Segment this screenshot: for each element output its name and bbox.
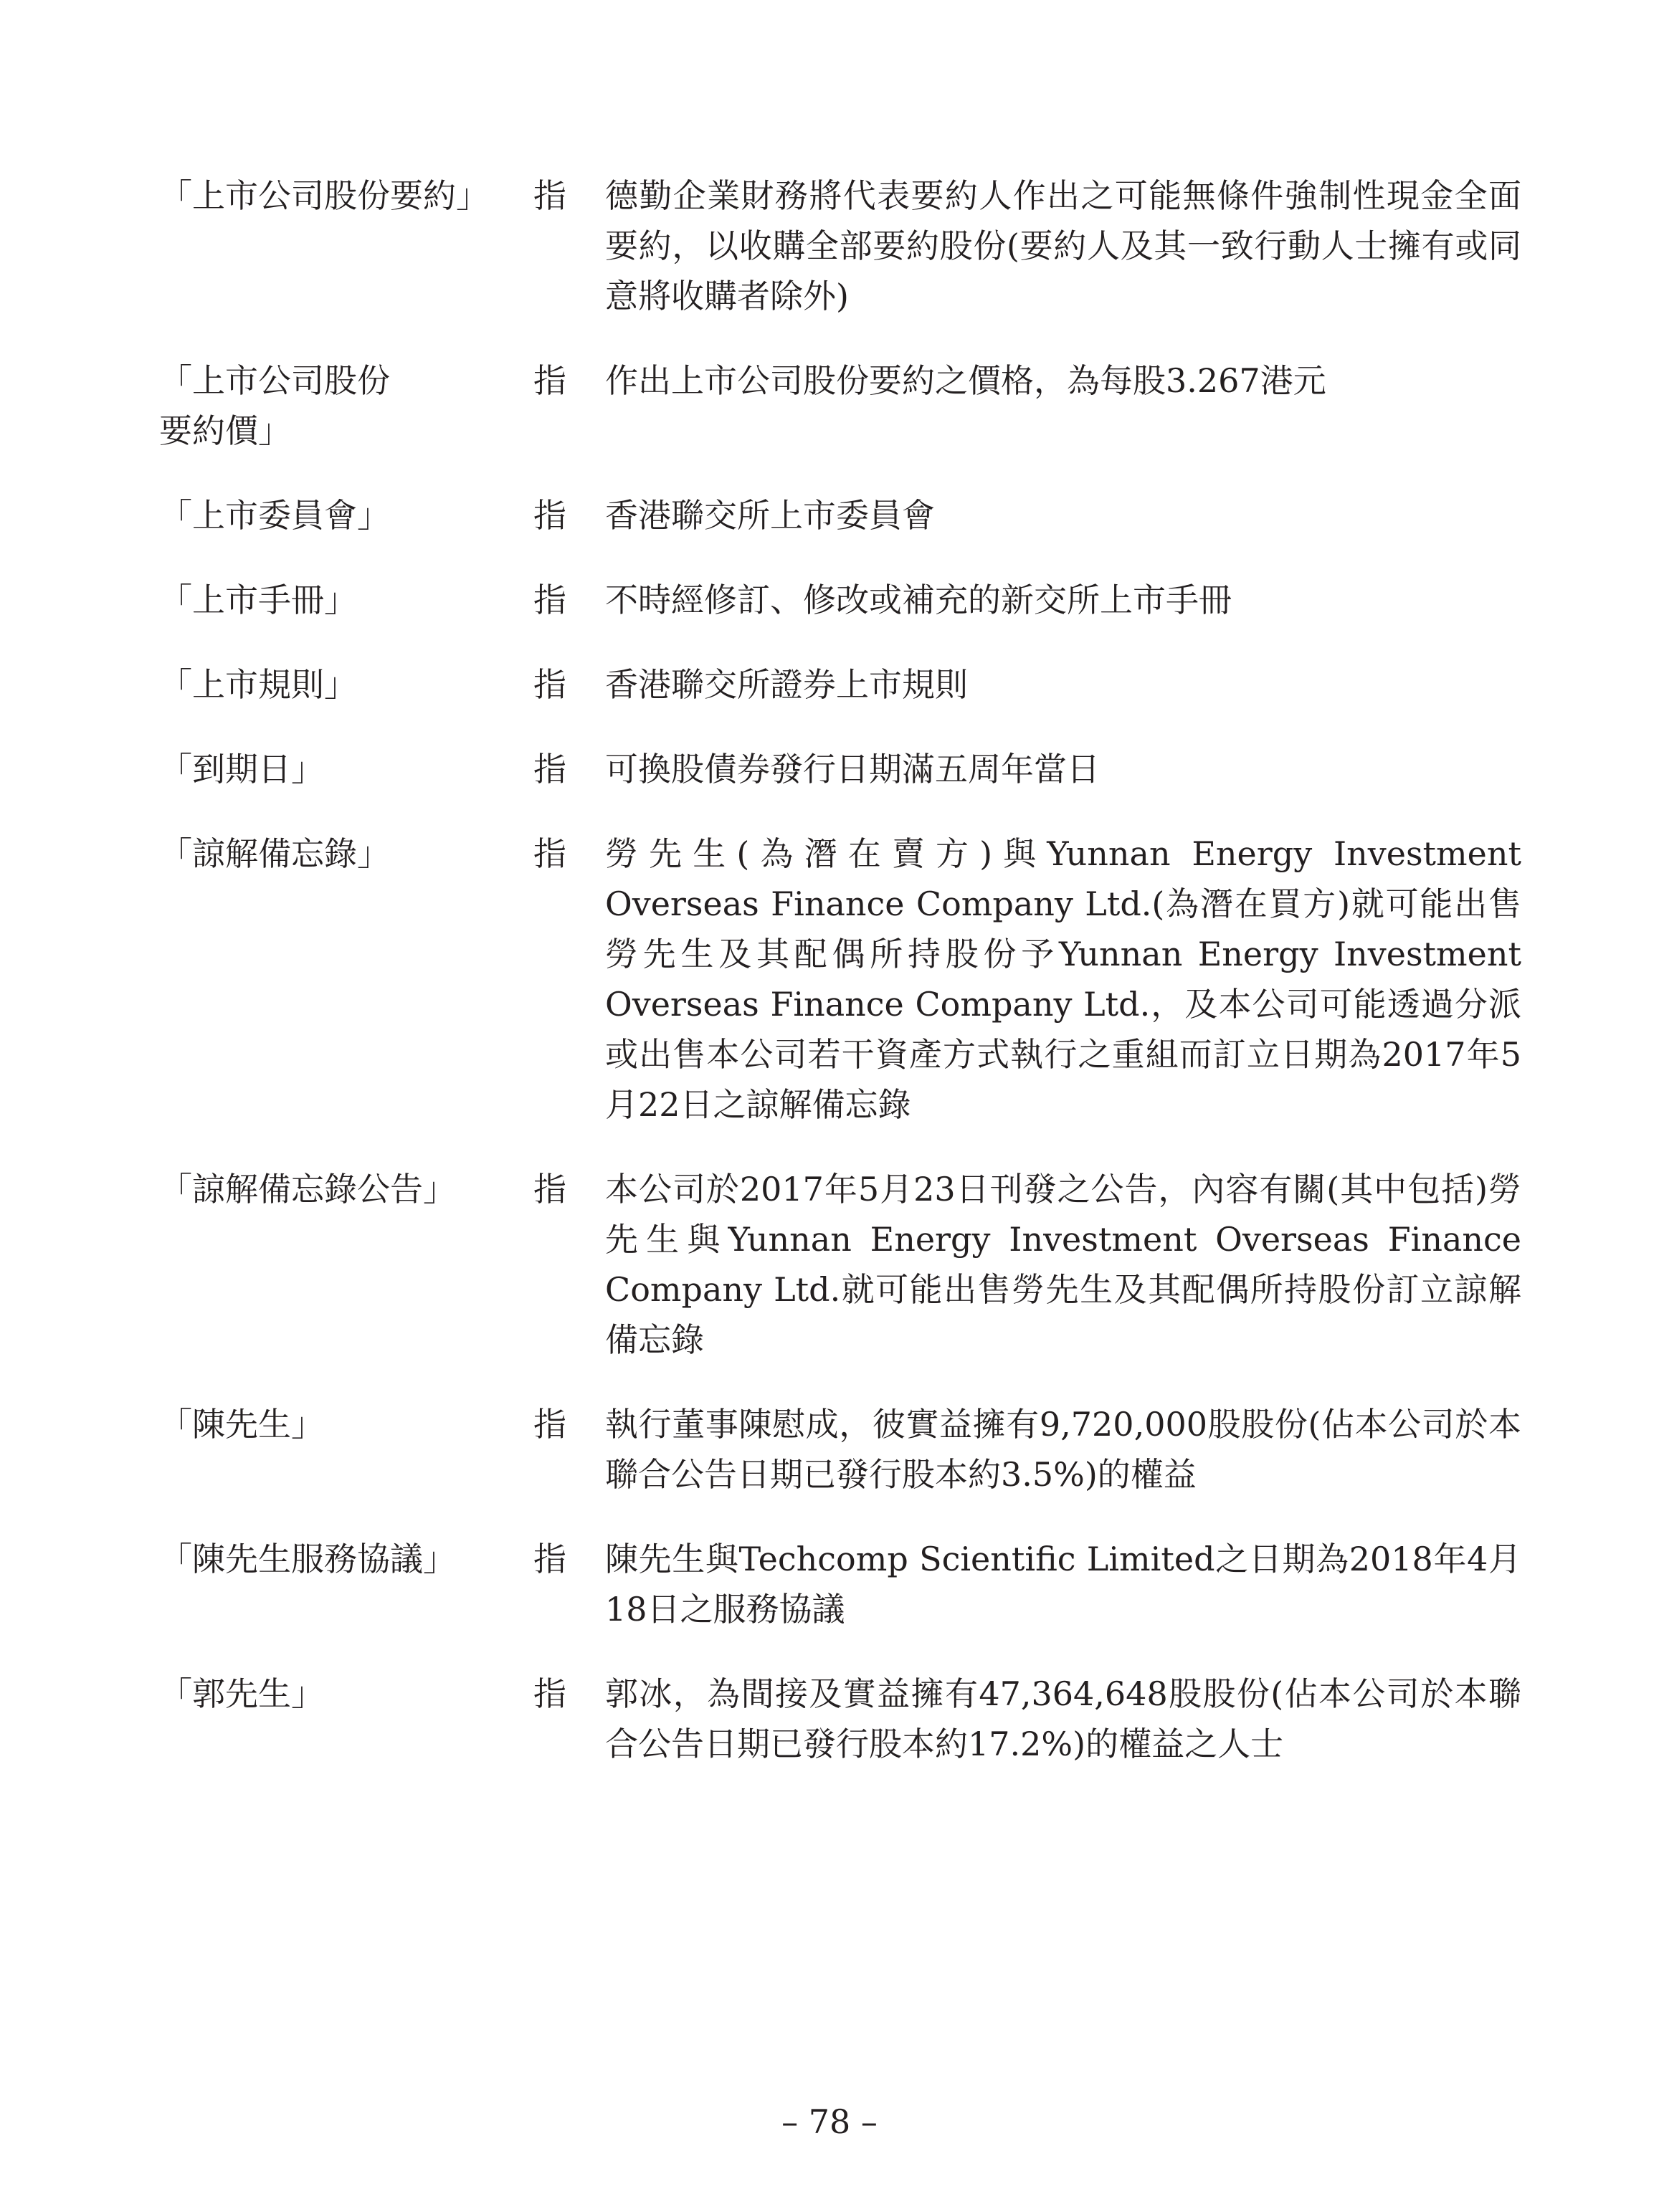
definition-entry — [159, 659, 1521, 710]
definition-term: 「到期日」 — [159, 750, 324, 788]
definition-term: 「上市委員會」 — [159, 496, 390, 535]
definition-entry — [159, 490, 1521, 540]
page-number: – 78 – — [781, 2102, 878, 2141]
definition-means: 指 — [533, 361, 566, 400]
definition-means: 指 — [533, 581, 566, 619]
definition-text: 陳先生與Techcomp Scientific Limited之日期為2018年4月18日之服務協議 — [605, 1540, 1521, 1629]
definition-text: 香港聯交所證券上市規則 — [605, 665, 968, 704]
definition-means: 指 — [533, 1540, 566, 1578]
definition-term: 「陳先生服務協議」 — [159, 1540, 456, 1578]
definition-means: 指 — [533, 834, 566, 873]
definition-text: 勞先生(為潛在賣方)與Yunnan Energy Investment Overseas Finance Company Ltd.(為潛在買方)就可能出售勞先生及其配偶所持股份予Yunnan Energy Investment Overseas Finance Company Ltd.，及本公司可能透過分派或出售本公司若干資產方式執行之重組而訂立日期為2017年5月22日之諒解備忘錄 — [605, 834, 1521, 1124]
definition-term: 「陳先生」 — [159, 1405, 324, 1444]
definition-term: 「上市規則」 — [159, 665, 357, 704]
definition-entry — [159, 744, 1521, 794]
definition-entry — [159, 1534, 1521, 1634]
definition-means: 指 — [533, 176, 566, 215]
definition-term: 「諒解備忘錄公告」 — [159, 1170, 456, 1209]
definition-term: 「上市公司股份 要約價」 — [159, 361, 390, 450]
definition-text: 執行董事陳慰成，彼實益擁有9,720,000股股份(佔本公司於本聯合公告日期已發行股本約3.5%)的權益 — [605, 1405, 1521, 1494]
definition-entry — [159, 1399, 1521, 1500]
definition-means: 指 — [533, 1170, 566, 1209]
definition-text: 不時經修訂、修改或補充的新交所上市手冊 — [605, 581, 1232, 619]
definition-term: 「上市公司股份要約」 — [159, 176, 489, 215]
definition-means: 指 — [533, 1405, 566, 1444]
definitions-list — [159, 171, 1521, 1803]
definition-text: 郭冰，為間接及實益擁有47,364,648股股份(佔本公司於本聯合公告日期已發行股本約17.2%)的權益之人士 — [605, 1674, 1521, 1763]
definition-entry — [159, 356, 1521, 456]
definition-term: 「上市手冊」 — [159, 581, 357, 619]
definition-entry — [159, 829, 1521, 1130]
definition-means: 指 — [533, 750, 566, 788]
definition-entry — [159, 575, 1521, 625]
definition-term: 「郭先生」 — [159, 1674, 324, 1713]
definition-text: 本公司於2017年5月23日刊發之公告，內容有關(其中包括)勞先生與Yunnan Energy Investment Overseas Finance Company Ltd.就可能出售勞先生及其配偶所持股份訂立諒解備忘錄 — [605, 1170, 1521, 1359]
definition-text: 可換股債券發行日期滿五周年當日 — [605, 750, 1100, 788]
definition-text: 作出上市公司股份要約之價格，為每股3.267港元 — [605, 361, 1326, 400]
definition-term: 「諒解備忘錄」 — [159, 834, 390, 873]
definition-means: 指 — [533, 1674, 566, 1713]
definition-text: 香港聯交所上市委員會 — [605, 496, 935, 535]
definition-text: 德勤企業財務將代表要約人作出之可能無條件強制性現金全面要約，以收購全部要約股份(要約人及其一致行動人士擁有或同意將收購者除外) — [605, 176, 1521, 315]
definition-entry — [159, 171, 1521, 321]
definition-means: 指 — [533, 496, 566, 535]
definition-entry — [159, 1669, 1521, 1769]
definition-entry — [159, 1164, 1521, 1365]
definition-means: 指 — [533, 665, 566, 704]
